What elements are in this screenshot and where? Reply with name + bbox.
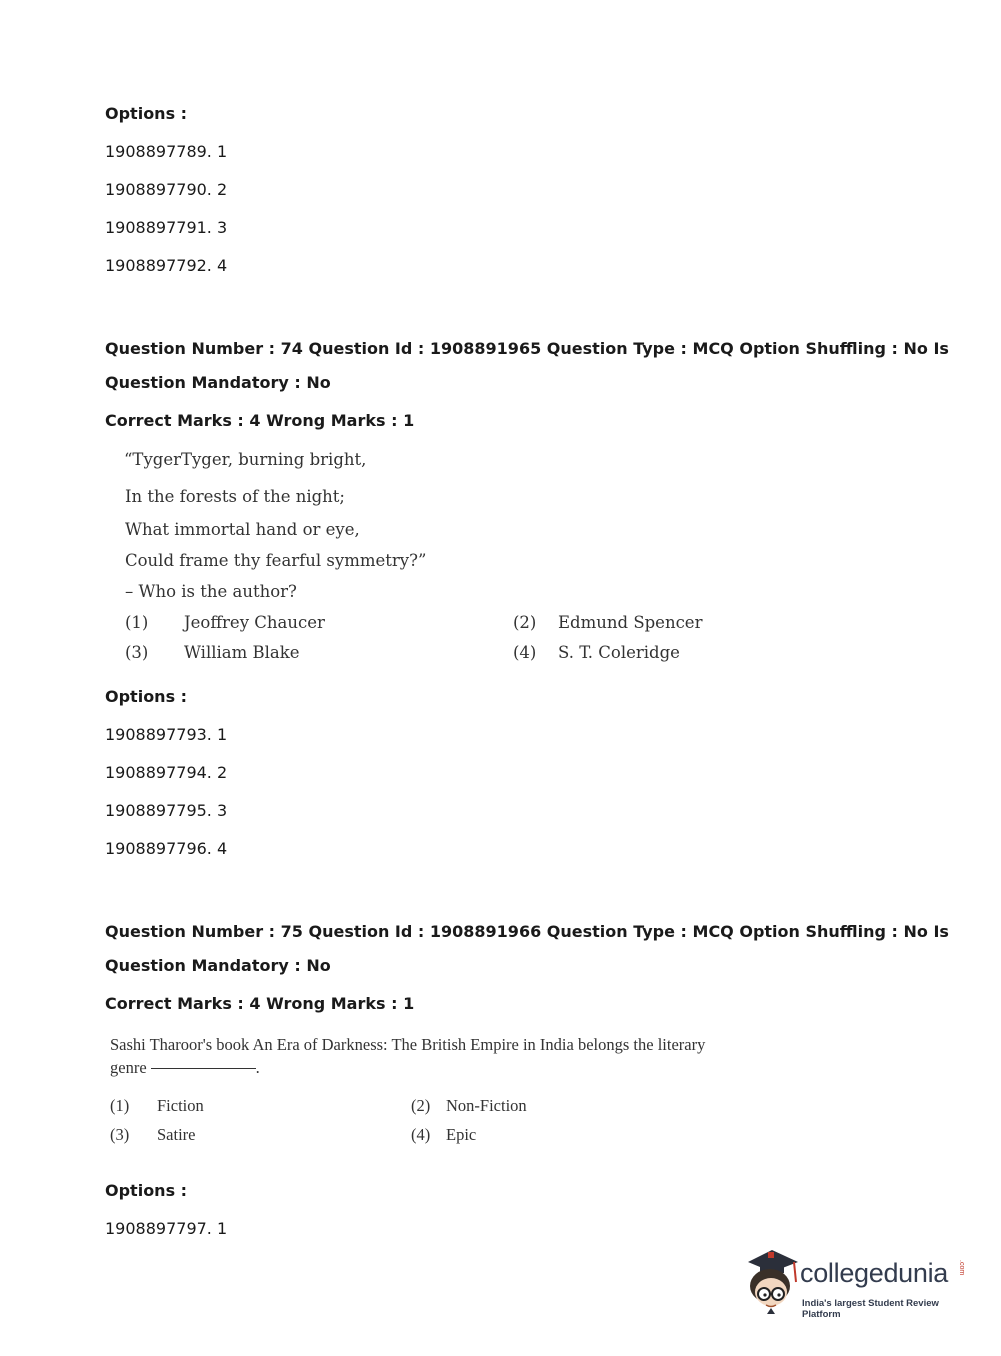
choice-text: Satire	[157, 1125, 196, 1144]
choice-text: Edmund Spencer	[558, 613, 703, 632]
choice-number: (1)	[125, 613, 149, 632]
option-item: 1908897796. 4	[105, 839, 228, 858]
question-stem: Sashi Tharoor's book An Era of Darkness: The British Empire in India belongs the literary	[110, 1035, 706, 1054]
choice-text: William Blake	[184, 643, 300, 662]
option-item: 1908897794. 2	[105, 763, 228, 782]
choice-number: (4)	[513, 643, 537, 662]
question-header: Question Number : 75 Question Id : 1908891966 Question Type : MCQ Option Shuffling : No Is	[105, 922, 949, 941]
options-label: Options :	[105, 687, 188, 706]
poem-line: In the forests of the night;	[125, 487, 345, 506]
logo-tagline: India's largest Student Review Platform	[802, 1298, 939, 1320]
option-item: 1908897792. 4	[105, 256, 228, 275]
mascot-icon	[742, 1248, 804, 1316]
choice-text: S. T. Coleridge	[558, 643, 680, 662]
question-header: Question Number : 74 Question Id : 1908891965 Question Type : MCQ Option Shuffling : No Is	[105, 339, 949, 358]
option-item: 1908897789. 1	[105, 142, 228, 161]
choice-number: (2)	[411, 1096, 431, 1115]
choice-number: (3)	[110, 1125, 130, 1144]
logo-com: .com	[958, 1260, 965, 1276]
options-label: Options :	[105, 104, 188, 123]
collegedunia-logo	[742, 1248, 972, 1320]
poem-line: “TygerTyger, burning bright,	[124, 450, 367, 469]
question-mandatory: Question Mandatory : No	[105, 373, 331, 392]
choice-text: Non-Fiction	[446, 1096, 527, 1115]
question-mandatory: Question Mandatory : No	[105, 956, 331, 975]
choice-number: (1)	[110, 1096, 130, 1115]
question-marks: Correct Marks : 4 Wrong Marks : 1	[105, 411, 415, 430]
answer-blank	[151, 1068, 256, 1069]
option-item: 1908897791. 3	[105, 218, 228, 237]
question-stem-line2	[110, 1058, 260, 1078]
poem-line: What immortal hand or eye,	[125, 520, 360, 539]
option-item: 1908897795. 3	[105, 801, 228, 820]
choice-text: Epic	[446, 1125, 477, 1144]
choice-number: (4)	[411, 1125, 431, 1144]
choice-number: (2)	[513, 613, 537, 632]
poem-line: Could frame thy fearful symmetry?”	[125, 551, 427, 570]
stem-text: genre	[110, 1058, 147, 1077]
stem-end: .	[255, 1058, 260, 1077]
choice-number: (3)	[125, 643, 149, 662]
choice-text: Fiction	[157, 1096, 204, 1115]
logo-wordmark: collegedunia	[800, 1258, 949, 1288]
choice-text: Jeoffrey Chaucer	[184, 613, 325, 632]
question-prompt: – Who is the author?	[125, 582, 297, 601]
options-label: Options :	[105, 1181, 188, 1200]
option-item: 1908897797. 1	[105, 1219, 228, 1238]
question-marks: Correct Marks : 4 Wrong Marks : 1	[105, 994, 415, 1013]
option-item: 1908897793. 1	[105, 725, 228, 744]
option-item: 1908897790. 2	[105, 180, 228, 199]
